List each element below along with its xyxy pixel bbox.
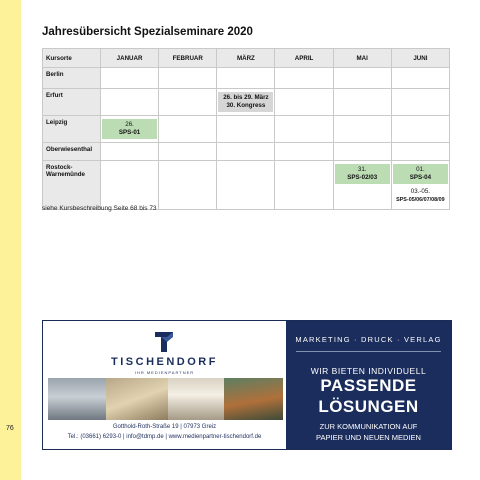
event-date: 01. <box>416 166 425 173</box>
event-code: SPS-04 <box>409 174 432 181</box>
location-leipzig: Leipzig <box>43 116 101 143</box>
photo-tablet <box>48 378 106 420</box>
contact-line: Tel.: (03661) 6293-0 | info@tdmp.de | www.medienpartner-tischendorf.de <box>67 434 262 440</box>
column-header-juni: JUNI <box>391 49 449 68</box>
column-header-maerz: MÄRZ <box>217 49 275 68</box>
column-header-januar: JANUAR <box>101 49 159 68</box>
event-code: SPS-01 <box>118 129 141 136</box>
slogan-line-5: PAPIER UND NEUEN MEDIEN <box>316 433 421 442</box>
ad-right-panel <box>286 321 451 449</box>
slogan-line-1: WIR BIETEN INDIVIDUELL <box>310 366 427 376</box>
photo-paper-stacks <box>168 378 224 420</box>
event-date: 03.-05. <box>410 188 431 195</box>
event-date: 26. bis 29. März <box>223 94 269 101</box>
column-header-februar: FEBRUAR <box>159 49 217 68</box>
event-erfurt-maerz <box>217 89 275 116</box>
seminar-schedule-table <box>42 48 450 210</box>
column-header-mai: MAI <box>333 49 391 68</box>
advertisement-banner <box>42 320 452 450</box>
column-header-kursorte: Kursorte <box>43 49 101 68</box>
slogan-line-4: ZUR KOMMUNIKATION AUF <box>319 422 418 431</box>
event-rostock-juni <box>391 161 449 210</box>
location-rostock-warnemuende: Rostock- Warnemünde <box>43 161 101 210</box>
footnote: siehe Kursbeschreibung Seite 68 bis 73 <box>42 205 157 212</box>
event-label: 30. Kongress <box>226 102 266 109</box>
table-row <box>43 68 450 89</box>
event-code: SPS-05/06/07/08/09 <box>396 197 445 203</box>
table-row <box>43 116 450 143</box>
photo-color-rolls <box>224 378 283 420</box>
event-rostock-mai <box>333 161 391 210</box>
tischendorf-logo-icon <box>153 330 175 354</box>
print-shop-photo-strip <box>48 378 283 420</box>
table-row <box>43 161 450 210</box>
address-line: Gotthold-Roth-Straße 19 | 07973 Greiz <box>112 424 217 430</box>
event-leipzig-januar <box>101 116 159 143</box>
column-header-april: APRIL <box>275 49 333 68</box>
location-erfurt: Erfurt <box>43 89 101 116</box>
brand-name: TISCHENDORF <box>111 356 218 368</box>
event-code: SPS-02/03 <box>347 174 378 181</box>
divider <box>296 351 441 352</box>
services-heading: MARKETING · DRUCK · VERLAG <box>295 335 442 344</box>
slogan-line-2: PASSENDE <box>320 376 417 395</box>
table-row <box>43 89 450 116</box>
table-header-row <box>43 49 450 68</box>
photo-printing-press <box>106 378 168 420</box>
page-title: Jahresübersicht Spezialseminare 2020 <box>42 26 253 38</box>
location-berlin: Berlin <box>43 68 101 89</box>
page-number: 76 <box>6 425 14 432</box>
ad-left-panel <box>43 321 286 449</box>
left-margin-strip <box>0 0 21 480</box>
slogan-line-3: LÖSUNGEN <box>318 397 419 416</box>
brand-tagline: IHR MEDIENPARTNER <box>134 370 195 375</box>
table-row <box>43 143 450 161</box>
event-date: 26. <box>125 121 134 128</box>
location-oberwiesenthal: Oberwiesenthal <box>43 143 101 161</box>
event-date: 31. <box>357 166 367 173</box>
